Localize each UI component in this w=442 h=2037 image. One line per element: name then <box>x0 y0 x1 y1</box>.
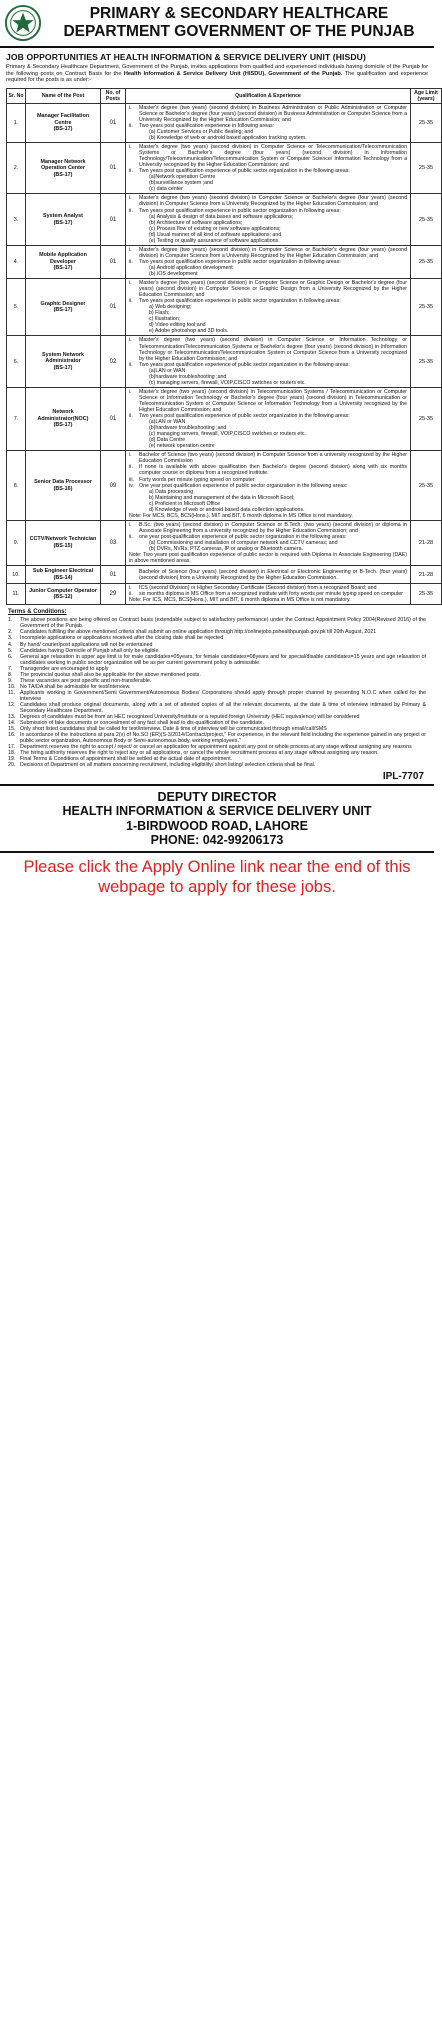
qualification-text: b) Maintaining and management of the data in Microsoft Excel; <box>149 494 295 501</box>
term-number: 20. <box>8 762 16 769</box>
intro-text-bold: Health Information & Service Delivery Unit (HISDU), Government of the Punjab. <box>123 70 343 77</box>
qualification-text: Master's degree (two years) (second division) in Computer Science or Telecommunication/Telecommunication Systems or Bachelor's degree (four years) (second division) in Information Technology/Telecommunication/Telecommunication System or Computer Science/ Information Technology from a University recognized by the Higher Education Commission; and <box>139 144 407 169</box>
qualification-line <box>129 597 407 603</box>
header-sr-no: Sr. No <box>7 88 26 103</box>
qualification-text: (a) Analysis & design of data bases and software applications; <box>149 213 294 220</box>
post-scale: (BS-17) <box>53 126 73 133</box>
term-number: 5. <box>8 647 13 654</box>
row-no-of-posts: 01 <box>101 143 126 194</box>
row-age-limit: 25-35 <box>411 336 442 387</box>
qualification-marker: i. <box>129 195 132 202</box>
table-row <box>7 279 442 336</box>
term-number: 3. <box>8 635 13 642</box>
qualification-marker: i. <box>129 585 132 592</box>
row-post-name <box>26 584 101 605</box>
qualification-text: Master's degree (two years) (second division) in Computer Science or Bachelor's degree (four years) (second division) in Computer Science from a University Recognized by the Higher Education Commission; and <box>139 246 407 259</box>
qualification-marker <box>129 569 139 581</box>
qualification-text: Two years post qualification experience of public sector organization in the following areas: <box>139 413 350 420</box>
row-no-of-posts: 01 <box>101 387 126 450</box>
job-opportunities-title: JOB OPPORTUNITIES AT HEALTH INFORMATION & SERVICE DELIVERY UNIT (HISDU) <box>6 52 366 62</box>
qualification-text: (e) network operation centre <box>149 443 215 450</box>
term-number: 7. <box>8 665 13 672</box>
qualification-text: (d) Data Centre <box>149 437 186 444</box>
qualification-text: Two years post qualification experience in public sector organization in following areas: <box>139 207 341 214</box>
qualification-text: Bachelor of Science (two years) (second division) in Computer Science from a university recognized by the Higher Education Commission <box>139 452 407 465</box>
term-text: These vacancies are post specific and non-transferable. <box>20 677 152 684</box>
header-no-of-posts: No. of Posts <box>101 88 126 103</box>
footer-designation: DEPUTY DIRECTOR <box>157 789 277 804</box>
post-scale: (BS-17) <box>53 422 73 429</box>
post-title: Senior Data Processor (BS-16) <box>34 479 92 492</box>
row-qualification <box>126 566 411 584</box>
term-number: 1. <box>8 617 13 624</box>
term-text: Only short listed candidates shall be called for test/interview. Date & time of interview will be communicated through email/call/SMS <box>20 726 327 733</box>
row-no-of-posts: 03 <box>101 520 126 565</box>
footer-address: 1-BIRDWOOD ROAD, LAHORE <box>126 818 308 833</box>
term-text: Candidates having Domicile of Punjab shall only be eligible. <box>20 647 160 654</box>
post-title: System Network Administrator <box>42 351 84 365</box>
post-title: System Analyst <box>43 213 83 220</box>
qualification-text: six months diploma in MS Office from a recognized institute with forty words per minute typing speed on computer <box>139 591 403 598</box>
qualification-marker: ii. <box>129 464 133 471</box>
row-sr-no: 11. <box>7 584 26 605</box>
jobs-table <box>6 88 442 606</box>
qualification-text: b) Flash; <box>149 310 170 317</box>
row-post-name <box>26 143 101 194</box>
row-qualification <box>126 143 411 194</box>
term-item <box>8 617 426 629</box>
qualification-text: Master's degree (two years) (second division) in Computer Science or Bachelor's degree (four years) (second division) in Computer Science from a University Recognized by the Higher Education Commission; and <box>139 195 407 208</box>
row-age-limit: 25-35 <box>411 387 442 450</box>
qualification-text: (d) Usual manner of all kind of software applications; and <box>149 231 282 238</box>
qualification-text: Note: For MCS, BCS, BCS(Hons.), MIT and BIT, 6 month diploma in MS Office is not mandatory. <box>129 512 353 519</box>
row-no-of-posts: 01 <box>101 566 126 584</box>
qualification-text: Bachelor of Science (four years) (second division) in Electrical or Electronic Engineering or B-Tech. (four years) (second division) from a University Recognized by the Higher Education Commission. <box>139 568 407 581</box>
table-row <box>7 566 442 584</box>
qualification-line <box>129 513 407 519</box>
qualification-line <box>129 522 407 534</box>
row-post-name <box>26 103 101 142</box>
row-sr-no: 3. <box>7 194 26 245</box>
qualification-text: e) Adobe photoshop and 3D tools. <box>149 328 229 335</box>
qualification-text: (a)Network operation Centre <box>149 174 216 181</box>
intro-paragraph <box>0 62 434 86</box>
qualification-marker: ii. <box>129 207 133 214</box>
header-qualification: Qualification & Experience <box>126 88 411 103</box>
row-qualification <box>126 336 411 387</box>
post-title: Network Administrator(NOC) <box>37 409 89 422</box>
row-age-limit: 25-35 <box>411 451 442 521</box>
qualification-line <box>129 247 407 259</box>
row-post-name <box>26 387 101 450</box>
term-item <box>8 690 426 702</box>
row-sr-no: 1. <box>7 103 26 142</box>
qualification-text: (b)hardware troubleshooting ;and <box>149 373 227 380</box>
qualification-text: a) Web designing; <box>149 304 192 311</box>
row-no-of-posts: 01 <box>101 103 126 142</box>
row-qualification <box>126 245 411 278</box>
term-text: Candidates shall produce original documents, along with a set of attested copies of all the relevant documents, at the date & time of interview intimated by Primary & Secondary Healthcare Department. <box>20 702 426 715</box>
term-number: 14. <box>8 720 16 727</box>
contact-footer <box>0 784 434 853</box>
row-age-limit: 25-35 <box>411 103 442 142</box>
qualification-text: B.Sc. (two years) (second division) in Computer Science or B.Tech. (two years) (second division) or diploma in Associate Engineering from a university recognized by the Higher Education Commission; and <box>139 521 407 534</box>
post-title: Manager Network Operation Center <box>40 158 86 171</box>
qualification-text: d) Knowledge of web or android based data collection applications. <box>149 506 305 513</box>
qualification-text: (b) Knowledge of web or android based application tracking system. <box>149 135 307 142</box>
term-text: Department reserves the right to accept / reject/ or cancel an application for appointment against any post or whole process at any stage without assigning any reasons <box>20 744 412 751</box>
row-age-limit: 25-35 <box>411 245 442 278</box>
term-text: Final Terms & Conditions of appointment shall be settled at the actual date of appointment. <box>20 756 233 763</box>
post-title: Graphic Designer <box>40 300 86 307</box>
row-age-limit: 21-28 <box>411 520 442 565</box>
row-qualification <box>126 103 411 142</box>
row-qualification <box>126 520 411 565</box>
qualification-text: (b) Architecture of software applications; <box>149 219 243 226</box>
qualification-text: d) Video editing tool;and <box>149 322 206 329</box>
row-sr-no: 4. <box>7 245 26 278</box>
table-row <box>7 143 442 194</box>
qualification-text: One year post qualification experience of public sector organization in the following areas: <box>139 482 348 489</box>
qualification-line <box>129 186 407 192</box>
qualification-line <box>129 280 407 298</box>
qualification-marker: ii. <box>129 591 133 598</box>
qualification-marker: i. <box>129 521 132 528</box>
qualification-line <box>129 569 407 581</box>
term-text: The hiring authority reserves the right to reject any or all applications, or cancel the whole recruitment process at any stage without assigning any reason. <box>20 750 379 757</box>
term-number: 13. <box>8 714 16 721</box>
row-no-of-posts: 02 <box>101 336 126 387</box>
post-scale: (BS-17) <box>53 307 73 314</box>
term-number: 6. <box>8 653 13 660</box>
term-number: 4. <box>8 641 13 648</box>
qualification-line <box>129 135 407 141</box>
qualification-line <box>129 552 407 564</box>
row-age-limit: 21-28 <box>411 566 442 584</box>
qualification-marker: i. <box>129 388 132 395</box>
qualification-text: (c) data center <box>149 186 183 193</box>
row-qualification <box>126 194 411 245</box>
qualification-text: Two years post qualification experience in public sector organization in following areas: <box>139 258 341 265</box>
qualification-text: (b) IOS development <box>149 271 198 277</box>
qualification-text: Forty words per minute typing speed on computer <box>139 476 255 483</box>
row-no-of-posts: 01 <box>101 245 126 278</box>
table-row <box>7 245 442 278</box>
qualification-text: (c) managing servers, firewall, VOIP,CISCO switches or routers etc. <box>149 431 306 438</box>
term-text: By hand/ courier/post applications will not be entertained <box>20 641 153 648</box>
qualification-text: (c) Process flow of existing or new software applications; <box>149 225 281 232</box>
qualification-text: (a) Customer Services or Public dealing; and <box>149 128 254 135</box>
table-row <box>7 584 442 605</box>
terms-title: Terms & Conditions: <box>8 609 67 616</box>
qualification-line <box>129 337 407 361</box>
qualification-text: one year post-qualification experience of public sector organization in the following areas: <box>139 533 347 540</box>
term-item <box>8 762 426 768</box>
row-sr-no: 7. <box>7 387 26 450</box>
term-text: Candidates fulfilling the above mentioned criteria shall submit an online application through http://onlinejobs.pshealthpunjab.gov.pk till 20th August, 2021 <box>20 629 377 636</box>
row-no-of-posts: 09 <box>101 451 126 521</box>
row-post-name <box>26 279 101 336</box>
qualification-text: c) Illustration; <box>149 316 181 323</box>
term-text: Transgender are encouraged to apply <box>20 665 109 672</box>
qualification-text: Two years post qualification experience of public sector organization in the following areas: <box>139 361 350 368</box>
qualification-marker: i. <box>129 452 132 459</box>
term-text: Applicants working in Government/Semi Government/Autonomous Bodies/ Corporations should apply through proper channel by presenting N.O.C when called for the interview <box>20 689 426 702</box>
row-sr-no: 2. <box>7 143 26 194</box>
qualification-text: Master's degree (two years) (second division) in Telecommunication Systems / Telecommunication or Computer Science or Information Technology or Bachelor's degree (four years) (second division) in Telecommunication or Telecommunication System or Computer Science or Information Technology from a University recognized by the Higher Education Commission; and <box>139 388 407 413</box>
row-qualification <box>126 387 411 450</box>
qualification-text: Two years post qualification experience in following areas: <box>139 122 275 129</box>
qualification-line <box>129 195 407 207</box>
post-scale: (BS-17) <box>53 364 73 371</box>
qualification-line <box>129 389 407 413</box>
row-age-limit: 25-35 <box>411 279 442 336</box>
row-qualification <box>126 451 411 521</box>
row-sr-no: 9. <box>7 520 26 565</box>
row-sr-no: 10. <box>7 566 26 584</box>
post-title: Sub Engineer Electrical (BS-14) <box>32 568 94 581</box>
term-item <box>8 702 426 714</box>
qualification-line <box>129 464 407 476</box>
row-post-name <box>26 245 101 278</box>
qualification-text: Two years post qualification experience in public sector organization in following areas: <box>139 298 341 305</box>
jobs-table-body <box>7 103 442 605</box>
table-row <box>7 520 442 565</box>
qualification-text: (b) DVRs, NVRs, PTZ cameras, IP or analog or Bluetooth camera. <box>149 546 303 553</box>
ipl-number: IPL-7707 <box>382 770 424 782</box>
table-row <box>7 336 442 387</box>
apply-online-notice: Please click the Apply Online link near the end of this webpage to apply for these jobs. <box>23 857 411 896</box>
term-number: 12. <box>8 702 16 708</box>
qualification-text: Master's degree (two years) (second division) in Computer Science or Graphic Design or Bachelor's degree (four years) (second division) in Computer Science or Graphic Design from a University Recognized by the Higher Education Commission; and <box>139 280 407 299</box>
qualification-line <box>129 271 407 277</box>
qualification-line <box>129 328 407 334</box>
qualification-marker: ii. <box>129 298 133 305</box>
table-row <box>7 194 442 245</box>
header-age-limit: Age Limit (years) <box>411 88 442 103</box>
term-text: No TA/DA shall be admissible for test/interview. <box>20 683 131 690</box>
qualification-text: (b)surveillance system ;and <box>149 180 213 187</box>
post-title: CCTV/Network Technician (BS-15) <box>29 536 97 549</box>
qualification-marker: ii. <box>129 168 133 175</box>
punjab-government-emblem-icon <box>4 4 42 42</box>
qualification-line <box>129 443 407 449</box>
jobs-table-header <box>7 88 442 103</box>
term-item <box>8 654 426 666</box>
term-text: General age relaxation in upper age limit is for male candidates=05years, for female candidates=08years and for special/disable candidates=15 years and age relaxation of candidates working in public sector organization will be as per current government policy is admissible. <box>20 653 426 666</box>
row-post-name <box>26 194 101 245</box>
row-sr-no: 6. <box>7 336 26 387</box>
term-number: 8. <box>8 671 13 678</box>
intro-text-2: The qualification and experience required for the posts is as under:- <box>6 70 428 84</box>
row-post-name <box>26 336 101 387</box>
qualification-marker: ii. <box>129 533 133 540</box>
term-text: Degrees of candidates must be from an HEC recognized University/Institute or a reputed foreign University (HEC equivalence) will be considered <box>20 714 360 721</box>
qualification-text: ICS (second Division) or Higher Secondary Certificate (Second division) from a recognized Board; and <box>139 585 377 592</box>
term-text: Incomplete applications or applications received after the closing date shall be rejected <box>20 635 224 642</box>
qualification-marker: ii. <box>129 122 133 129</box>
qualification-text: Master's degree (two years) (second division) in Business Administration or Public Administration or Computer Science or Bachelor's degree (four years) (second division) in Business Administration or Computer Science from a University Recognized by the Higher Education Commission; and <box>139 104 407 123</box>
post-title: Junior Computer Operator (BS-12) <box>29 587 97 601</box>
terms-list <box>8 617 426 768</box>
qualification-text: If none is available with above qualification then Bachelor's degree (second division) along with six months computer course or diploma from a recognized institute. <box>139 464 407 477</box>
department-title <box>48 5 430 41</box>
row-age-limit: 25-35 <box>411 143 442 194</box>
row-post-name <box>26 520 101 565</box>
term-number: 18. <box>8 750 16 757</box>
qualification-marker: iv. <box>129 482 134 489</box>
footer-phone: PHONE: 042-99206173 <box>150 833 284 848</box>
intro-text-1: Primary & Secondary Healthcare Department, Government of the Punjab, invites applications from qualified and experienced individuals having domicile of the Punjab for the following posts on Contract Basis for the <box>6 64 428 77</box>
qualification-line <box>129 238 407 244</box>
qualification-text: (a)LAN or WAN <box>149 367 186 374</box>
term-number: 9. <box>8 677 13 684</box>
row-no-of-posts: 29 <box>101 584 126 605</box>
term-number: 16. <box>8 732 16 739</box>
post-scale: (BS-17) <box>53 265 73 272</box>
qualification-text: Master's degree (two years) (second division) in Computer Science or Information Technology or Telecommunication/Telecommunication Systems or Bachelor's degree (four years) (second division) in Information Technology or Telecommunication/Telecommunication System or Computer Science from a University recognized by the Higher Education Commission; and <box>139 337 407 362</box>
post-scale: (BS-17) <box>53 219 73 226</box>
department-title-line1: PRIMARY & SECONDARY HEALTHCARE <box>89 5 389 22</box>
term-number: 17. <box>8 744 16 751</box>
row-no-of-posts: 01 <box>101 194 126 245</box>
term-text: In accordance of the instructions at para 2(v) of No.SO (ER)(S-3/2014/Contract/project," For experience, in the relevant field including the experience gained in any project or public sector organization, Autonomous Body or Semi-autonomous body, working employees." <box>20 732 426 745</box>
term-number: 11. <box>8 689 15 696</box>
qualification-text: (c) managing servers, firewall, VOIP,CISCO switches or routers etc. <box>149 379 306 386</box>
post-title: Mobile Application Developer <box>39 252 87 265</box>
row-age-limit: 25-35 <box>411 194 442 245</box>
qualification-text: (a) Android application development <box>149 264 233 271</box>
row-qualification <box>126 279 411 336</box>
table-row <box>7 103 442 142</box>
header-post-name: Name of the Post <box>26 88 101 103</box>
qualification-marker: iii. <box>129 476 134 483</box>
footer-unit: HEALTH INFORMATION & SERVICE DELIVERY UNIT <box>62 804 372 819</box>
row-qualification <box>126 584 411 605</box>
qualification-text: a) Data processing <box>149 488 194 495</box>
qualification-line <box>129 105 407 123</box>
qualification-marker: i. <box>129 337 132 344</box>
table-row <box>7 387 442 450</box>
qualification-marker: ii. <box>129 258 133 265</box>
qualification-marker: ii. <box>129 413 133 420</box>
qualification-text: Note: For ICS, MCS, BCS(Hons.), MIT and BIT, 6 month diploma in MS Office is not mandatory. <box>129 597 351 604</box>
qualification-text: (a) Commissioning and installation of computer network and CCTV cameras; and <box>149 539 338 546</box>
term-number: 19. <box>8 756 16 763</box>
qualification-line <box>129 452 407 464</box>
qualification-marker: i. <box>129 144 132 151</box>
row-post-name <box>26 566 101 584</box>
term-item <box>8 732 426 744</box>
term-text: Decisions of Department on all matters concerning recruitment, including eligibility/ short listing/ selection criteria shall be final. <box>20 762 316 769</box>
qualification-line <box>129 144 407 168</box>
qualification-text: (a)LAN or WAN <box>149 419 186 426</box>
qualification-marker: i. <box>129 280 132 287</box>
term-text: Submission of fake documents or concealment of any fact shall lead to dis-qualification of the candidate. <box>20 720 265 727</box>
qualification-marker: i. <box>129 246 132 253</box>
qualification-text: Two years post qualification experience of public sector organization in the following areas: <box>139 168 350 175</box>
qualification-marker: i. <box>129 104 132 111</box>
term-text: The above positions are being offered on Contract basis (extendable subject to satisfactory performance) under the Contract Appointment Policy 2004(Revised 2016) of the Government of the Punjab. <box>20 617 426 630</box>
qualification-text: Note: Two years post qualification experience of public sector is required with Diploma in Associate Engineering (DAE) in above mentioned areas. <box>129 552 407 565</box>
qualification-text: c) Proficient in Microsoft Office <box>149 500 221 507</box>
department-title-line2: DEPARTMENT GOVERNMENT OF THE PUNJAB <box>63 23 415 40</box>
ad-header <box>0 0 434 48</box>
term-number: 10. <box>8 683 16 690</box>
row-post-name <box>26 451 101 521</box>
row-age-limit: 25-35 <box>411 584 442 605</box>
row-sr-no: 5. <box>7 279 26 336</box>
terms-section <box>0 605 434 768</box>
row-sr-no: 8. <box>7 451 26 521</box>
row-no-of-posts: 01 <box>101 279 126 336</box>
term-number: 15. <box>8 726 16 733</box>
qualification-text: (b)hardware troubleshooting ;and <box>149 425 227 432</box>
qualification-text: (e) Testing or quality assurance of software applications. <box>149 237 280 244</box>
qualification-line <box>129 380 407 386</box>
qualification-marker: ii. <box>129 361 133 368</box>
post-scale: (BS-17) <box>53 171 73 178</box>
post-title: Manager Facilitation Centre <box>36 113 90 126</box>
term-text: The provincial quotas shall also be applicable for the above mentioned posts. <box>20 671 201 678</box>
table-row <box>7 451 442 521</box>
term-number: 2. <box>8 629 13 636</box>
